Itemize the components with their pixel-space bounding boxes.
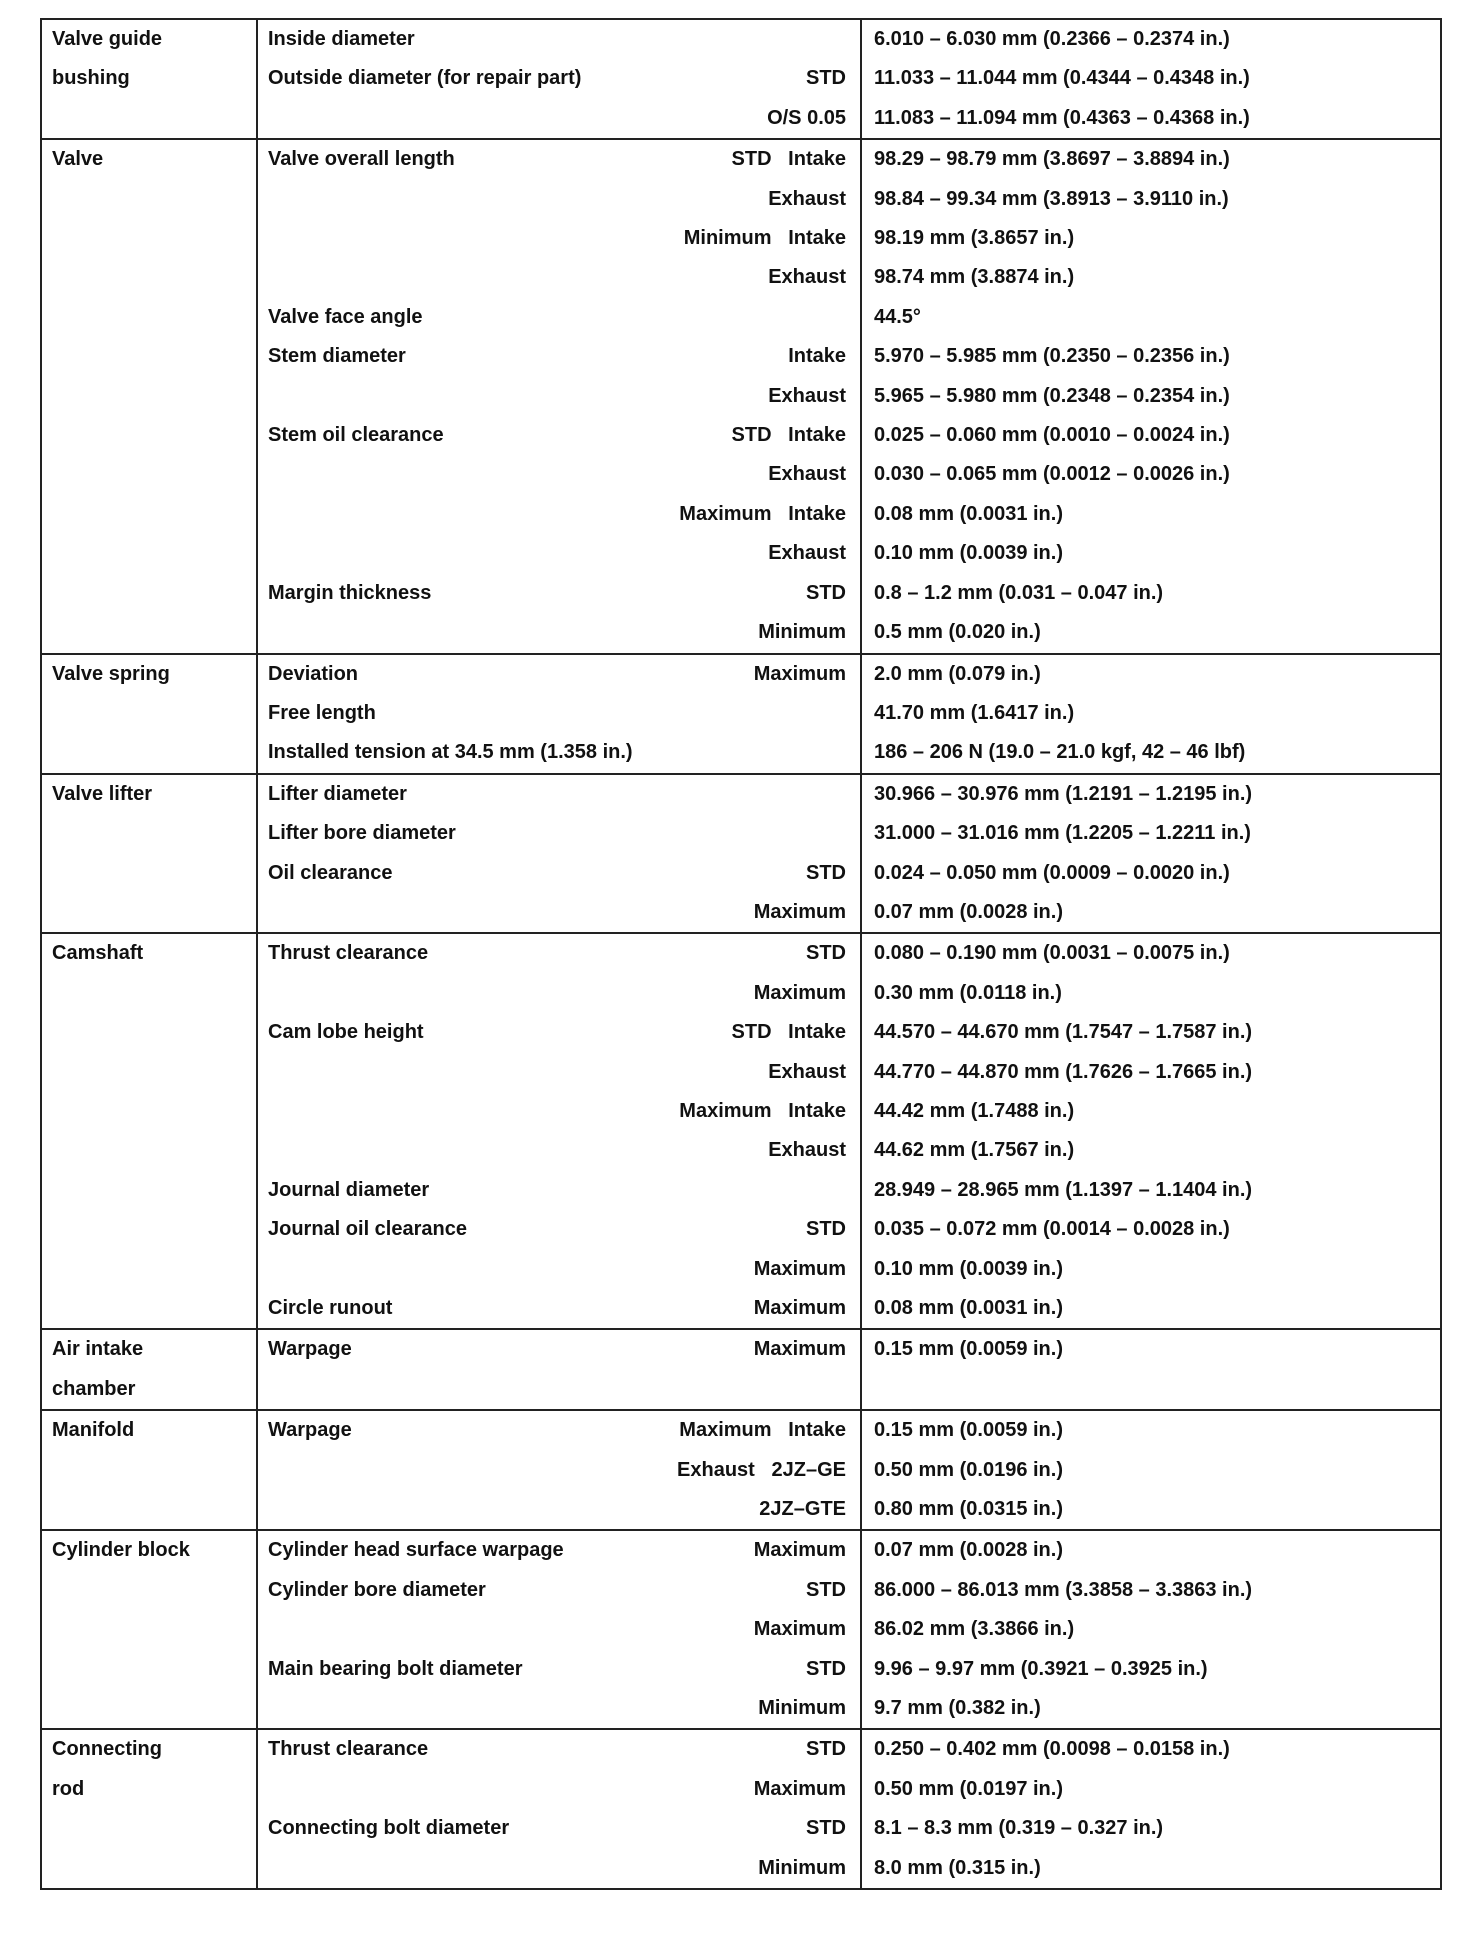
table-row: [41, 258, 1441, 297]
item-label: Installed tension at 34.5 mm (1.358 in.): [268, 741, 633, 764]
value-cell: 0.15 mm (0.0059 in.): [861, 1329, 1441, 1369]
component-cell: [41, 893, 257, 933]
item-cell: [257, 733, 861, 773]
value-cell: 44.570 – 44.670 mm (1.7547 – 1.7587 in.): [861, 1013, 1441, 1052]
value-cell: 0.030 – 0.065 mm (0.0012 – 0.0026 in.): [861, 455, 1441, 494]
item-cell: [257, 1530, 861, 1570]
item-cell: [257, 814, 861, 853]
condition-label: STD Intake: [731, 424, 846, 447]
condition-label: Maximum: [753, 900, 846, 923]
table-row: [41, 1210, 1441, 1249]
component-cell: [41, 1571, 257, 1610]
condition-label: Maximum: [753, 1257, 846, 1280]
table-row: [41, 495, 1441, 534]
value-cell: 8.1 – 8.3 mm (0.319 – 0.327 in.): [861, 1809, 1441, 1848]
value-cell: 186 – 206 N (19.0 – 21.0 kgf, 42 – 46 lbf): [861, 733, 1441, 773]
value-cell: 0.025 – 0.060 mm (0.0010 – 0.0024 in.): [861, 416, 1441, 455]
component-cell: [41, 1171, 257, 1210]
item-label: Warpage: [268, 1419, 352, 1442]
value-cell: 31.000 – 31.016 mm (1.2205 – 1.2211 in.): [861, 814, 1441, 853]
value-cell: 0.08 mm (0.0031 in.): [861, 495, 1441, 534]
component-cell: [41, 1013, 257, 1052]
item-label: Inside diameter: [268, 28, 415, 50]
value-cell: 98.29 – 98.79 mm (3.8697 – 3.8894 in.): [861, 139, 1441, 179]
item-cell: [257, 654, 861, 694]
item-cell: [257, 59, 861, 98]
condition-label: STD Intake: [731, 148, 846, 171]
component-cell: [41, 1689, 257, 1729]
condition-label: STD: [806, 861, 846, 884]
component-cell: [41, 1053, 257, 1092]
item-cell: [257, 613, 861, 653]
specification-table-body: [41, 19, 1441, 1889]
item-cell: [257, 219, 861, 258]
condition-label: Maximum: [753, 1777, 846, 1800]
value-cell: 0.50 mm (0.0197 in.): [861, 1770, 1441, 1809]
item-cell: [257, 1370, 861, 1410]
component-cell: Valve lifter: [41, 774, 257, 814]
item-cell: [257, 1329, 861, 1369]
value-cell: 5.970 – 5.985 mm (0.2350 – 0.2356 in.): [861, 337, 1441, 376]
item-label: Valve face angle: [268, 305, 423, 328]
value-cell: 0.07 mm (0.0028 in.): [861, 1530, 1441, 1570]
item-cell: [257, 1610, 861, 1649]
item-cell: [257, 99, 861, 139]
condition-label: Exhaust: [768, 384, 846, 407]
condition-label: Minimum Intake: [683, 227, 846, 250]
value-cell: 0.024 – 0.050 mm (0.0009 – 0.0020 in.): [861, 854, 1441, 893]
table-row: [41, 1849, 1441, 1889]
condition-label: STD: [806, 942, 846, 965]
value-cell: 0.07 mm (0.0028 in.): [861, 893, 1441, 933]
value-cell: 28.949 – 28.965 mm (1.1397 – 1.1404 in.): [861, 1171, 1441, 1210]
condition-label: Maximum: [753, 1338, 846, 1361]
item-cell: [257, 139, 861, 179]
table-row: [41, 1171, 1441, 1210]
table-row: [41, 139, 1441, 179]
item-cell: [257, 974, 861, 1013]
component-cell: [41, 1092, 257, 1131]
item-label: Outside diameter (for repair part): [268, 67, 582, 90]
component-cell: chamber: [41, 1370, 257, 1410]
table-row: [41, 1451, 1441, 1490]
table-row: [41, 1370, 1441, 1410]
value-cell: 8.0 mm (0.315 in.): [861, 1849, 1441, 1889]
component-cell: Manifold: [41, 1410, 257, 1450]
condition-label: STD: [806, 1817, 846, 1840]
item-cell: [257, 694, 861, 733]
component-cell: [41, 1210, 257, 1249]
item-label: Cam lobe height: [268, 1021, 424, 1044]
component-cell: [41, 258, 257, 297]
table-row: [41, 1410, 1441, 1450]
item-cell: [257, 893, 861, 933]
condition-label: STD: [806, 1218, 846, 1241]
item-cell: [257, 1410, 861, 1450]
item-cell: [257, 377, 861, 416]
value-cell: [861, 1370, 1441, 1410]
specification-table: [40, 18, 1442, 1890]
component-cell: Cylinder block: [41, 1530, 257, 1570]
component-cell: Valve: [41, 139, 257, 179]
item-label: Circle runout: [268, 1297, 393, 1319]
condition-label: [846, 20, 850, 59]
component-cell: [41, 534, 257, 573]
value-cell: 5.965 – 5.980 mm (0.2348 – 0.2354 in.): [861, 377, 1441, 416]
table-row: [41, 1770, 1441, 1809]
value-cell: 0.08 mm (0.0031 in.): [861, 1289, 1441, 1329]
item-label: Lifter bore diameter: [268, 822, 456, 845]
item-label: Deviation: [268, 662, 359, 685]
item-cell: [257, 495, 861, 534]
table-row: [41, 1809, 1441, 1848]
item-cell: [257, 1451, 861, 1490]
table-row: [41, 974, 1441, 1013]
table-row: [41, 1571, 1441, 1610]
item-label: Connecting bolt diameter: [268, 1817, 510, 1840]
component-cell: rod: [41, 1770, 257, 1809]
item-cell: [257, 258, 861, 297]
condition-label: Maximum Intake: [679, 1099, 846, 1122]
table-row: [41, 574, 1441, 613]
value-cell: 41.70 mm (1.6417 in.): [861, 694, 1441, 733]
item-cell: [257, 1490, 861, 1530]
item-cell: [257, 1013, 861, 1052]
value-cell: 0.15 mm (0.0059 in.): [861, 1410, 1441, 1450]
component-cell: [41, 1490, 257, 1530]
value-cell: 44.42 mm (1.7488 in.): [861, 1092, 1441, 1131]
value-cell: 86.000 – 86.013 mm (3.3858 – 3.3863 in.): [861, 1571, 1441, 1610]
component-cell: Valve guide: [41, 19, 257, 59]
condition-label: [846, 694, 850, 733]
component-cell: [41, 814, 257, 853]
value-cell: 0.8 – 1.2 mm (0.031 – 0.047 in.): [861, 574, 1441, 613]
item-label: Main bearing bolt diameter: [268, 1657, 523, 1680]
item-label: Stem oil clearance: [268, 424, 444, 447]
component-cell: [41, 613, 257, 653]
table-row: [41, 854, 1441, 893]
component-cell: [41, 854, 257, 893]
item-label: Free length: [268, 701, 376, 724]
item-label: Cylinder head surface warpage: [268, 1539, 564, 1562]
value-cell: 11.083 – 11.094 mm (0.4363 – 0.4368 in.): [861, 99, 1441, 139]
table-row: [41, 416, 1441, 455]
table-row: [41, 613, 1441, 653]
value-cell: 11.033 – 11.044 mm (0.4344 – 0.4348 in.): [861, 59, 1441, 98]
item-cell: [257, 1689, 861, 1729]
component-cell: [41, 1250, 257, 1289]
condition-label: Maximum: [753, 981, 846, 1004]
item-label: Cylinder bore diameter: [268, 1578, 486, 1601]
component-cell: [41, 99, 257, 139]
condition-label: STD: [806, 1738, 846, 1761]
value-cell: 0.250 – 0.402 mm (0.0098 – 0.0158 in.): [861, 1729, 1441, 1769]
condition-label: Exhaust: [768, 463, 846, 486]
component-cell: [41, 337, 257, 376]
item-cell: [257, 1571, 861, 1610]
table-row: [41, 298, 1441, 337]
component-cell: [41, 1610, 257, 1649]
condition-label: 2JZ–GTE: [759, 1498, 846, 1521]
item-label: Warpage: [268, 1338, 352, 1361]
value-cell: 44.62 mm (1.7567 in.): [861, 1131, 1441, 1170]
table-row: [41, 59, 1441, 98]
table-row: [41, 694, 1441, 733]
table-row: [41, 455, 1441, 494]
condition-label: Minimum: [758, 621, 846, 644]
table-row: [41, 654, 1441, 694]
condition-label: [846, 298, 850, 337]
item-cell: [257, 933, 861, 973]
table-row: [41, 774, 1441, 814]
component-cell: [41, 455, 257, 494]
item-cell: [257, 1171, 861, 1210]
item-cell: [257, 1729, 861, 1769]
value-cell: 44.5°: [861, 298, 1441, 337]
table-row: [41, 1729, 1441, 1769]
value-cell: 9.96 – 9.97 mm (0.3921 – 0.3925 in.): [861, 1650, 1441, 1689]
component-cell: [41, 180, 257, 219]
item-cell: [257, 774, 861, 814]
table-row: [41, 19, 1441, 59]
component-cell: [41, 298, 257, 337]
condition-label: Maximum: [753, 1539, 846, 1562]
condition-label: STD: [806, 1578, 846, 1601]
value-cell: 98.84 – 99.34 mm (3.8913 – 3.9110 in.): [861, 180, 1441, 219]
item-cell: [257, 1770, 861, 1809]
item-cell: [257, 574, 861, 613]
table-row: [41, 1289, 1441, 1329]
component-cell: [41, 1131, 257, 1170]
value-cell: 98.19 mm (3.8657 in.): [861, 219, 1441, 258]
value-cell: 0.30 mm (0.0118 in.): [861, 974, 1441, 1013]
item-cell: [257, 1210, 861, 1249]
item-cell: [257, 337, 861, 376]
condition-label: Maximum: [753, 662, 846, 685]
table-row: [41, 219, 1441, 258]
item-cell: [257, 1092, 861, 1131]
value-cell: 6.010 – 6.030 mm (0.2366 – 0.2374 in.): [861, 19, 1441, 59]
condition-label: Minimum: [758, 1697, 846, 1720]
condition-label: Maximum Intake: [679, 502, 846, 525]
item-label: Lifter diameter: [268, 782, 407, 805]
condition-label: Intake: [788, 345, 846, 368]
table-row: [41, 534, 1441, 573]
item-label: Journal diameter: [268, 1178, 430, 1201]
table-row: [41, 1092, 1441, 1131]
item-label: Journal oil clearance: [268, 1218, 467, 1241]
condition-label: Maximum: [753, 1618, 846, 1641]
value-cell: 44.770 – 44.870 mm (1.7626 – 1.7665 in.): [861, 1053, 1441, 1092]
item-cell: [257, 1849, 861, 1889]
item-cell: [257, 298, 861, 337]
condition-label: STD: [806, 581, 846, 604]
component-cell: [41, 733, 257, 773]
table-row: [41, 733, 1441, 773]
condition-label: [846, 775, 850, 814]
component-cell: [41, 1809, 257, 1848]
component-cell: bushing: [41, 59, 257, 98]
component-cell: Air intake: [41, 1329, 257, 1369]
item-cell: [257, 19, 861, 59]
component-cell: [41, 974, 257, 1013]
value-cell: 9.7 mm (0.382 in.): [861, 1689, 1441, 1729]
condition-label: Exhaust: [768, 1139, 846, 1162]
component-cell: [41, 377, 257, 416]
component-cell: Camshaft: [41, 933, 257, 973]
item-label: Valve overall length: [268, 148, 455, 171]
table-row: [41, 1131, 1441, 1170]
table-row: [41, 933, 1441, 973]
value-cell: 0.5 mm (0.020 in.): [861, 613, 1441, 653]
value-cell: 0.50 mm (0.0196 in.): [861, 1451, 1441, 1490]
value-cell: 2.0 mm (0.079 in.): [861, 654, 1441, 694]
table-row: [41, 1650, 1441, 1689]
item-cell: [257, 854, 861, 893]
item-label: Oil clearance: [268, 861, 393, 884]
condition-label: O/S 0.05: [767, 106, 846, 129]
table-row: [41, 814, 1441, 853]
item-cell: [257, 1053, 861, 1092]
condition-label: Maximum Intake: [679, 1419, 846, 1442]
condition-label: Exhaust: [768, 542, 846, 565]
condition-label: Minimum: [758, 1856, 846, 1879]
table-row: [41, 337, 1441, 376]
item-cell: [257, 1809, 861, 1848]
condition-label: Maximum: [753, 1297, 846, 1319]
table-row: [41, 1490, 1441, 1530]
item-cell: [257, 180, 861, 219]
component-cell: [41, 495, 257, 534]
item-cell: [257, 1131, 861, 1170]
component-cell: [41, 1289, 257, 1329]
table-row: [41, 1053, 1441, 1092]
table-row: [41, 1530, 1441, 1570]
table-row: [41, 1610, 1441, 1649]
table-row: [41, 893, 1441, 933]
table-row: [41, 377, 1441, 416]
component-cell: [41, 219, 257, 258]
item-label: Margin thickness: [268, 581, 432, 604]
item-cell: [257, 416, 861, 455]
component-cell: [41, 1451, 257, 1490]
item-cell: [257, 455, 861, 494]
value-cell: 86.02 mm (3.3866 in.): [861, 1610, 1441, 1649]
table-row: [41, 1250, 1441, 1289]
value-cell: 0.035 – 0.072 mm (0.0014 – 0.0028 in.): [861, 1210, 1441, 1249]
condition-label: STD: [806, 67, 846, 90]
item-label: Thrust clearance: [268, 1738, 429, 1761]
item-cell: [257, 1250, 861, 1289]
component-cell: [41, 1849, 257, 1889]
table-row: [41, 99, 1441, 139]
value-cell: 0.80 mm (0.0315 in.): [861, 1490, 1441, 1530]
component-cell: [41, 694, 257, 733]
component-cell: Valve spring: [41, 654, 257, 694]
condition-label: Exhaust: [768, 187, 846, 210]
table-row: [41, 1329, 1441, 1369]
table-row: [41, 1689, 1441, 1729]
item-cell: [257, 1289, 861, 1329]
condition-label: Exhaust: [768, 1060, 846, 1083]
condition-label: STD Intake: [731, 1021, 846, 1044]
component-cell: [41, 416, 257, 455]
value-cell: 0.10 mm (0.0039 in.): [861, 534, 1441, 573]
item-cell: [257, 1650, 861, 1689]
item-label: Stem diameter: [268, 345, 406, 368]
item-cell: [257, 534, 861, 573]
table-row: [41, 1013, 1441, 1052]
component-cell: [41, 1650, 257, 1689]
condition-label: [846, 1171, 850, 1210]
value-cell: 30.966 – 30.976 mm (1.2191 – 1.2195 in.): [861, 774, 1441, 814]
condition-label: Exhaust 2JZ–GE: [677, 1458, 846, 1481]
condition-label: Exhaust: [768, 266, 846, 289]
value-cell: 0.10 mm (0.0039 in.): [861, 1250, 1441, 1289]
component-cell: [41, 574, 257, 613]
condition-label: [846, 814, 850, 853]
table-row: [41, 180, 1441, 219]
value-cell: 0.080 – 0.190 mm (0.0031 – 0.0075 in.): [861, 933, 1441, 973]
item-label: Thrust clearance: [268, 942, 429, 965]
condition-label: STD: [806, 1657, 846, 1680]
condition-label: [846, 733, 850, 772]
value-cell: 98.74 mm (3.8874 in.): [861, 258, 1441, 297]
component-cell: Connecting: [41, 1729, 257, 1769]
